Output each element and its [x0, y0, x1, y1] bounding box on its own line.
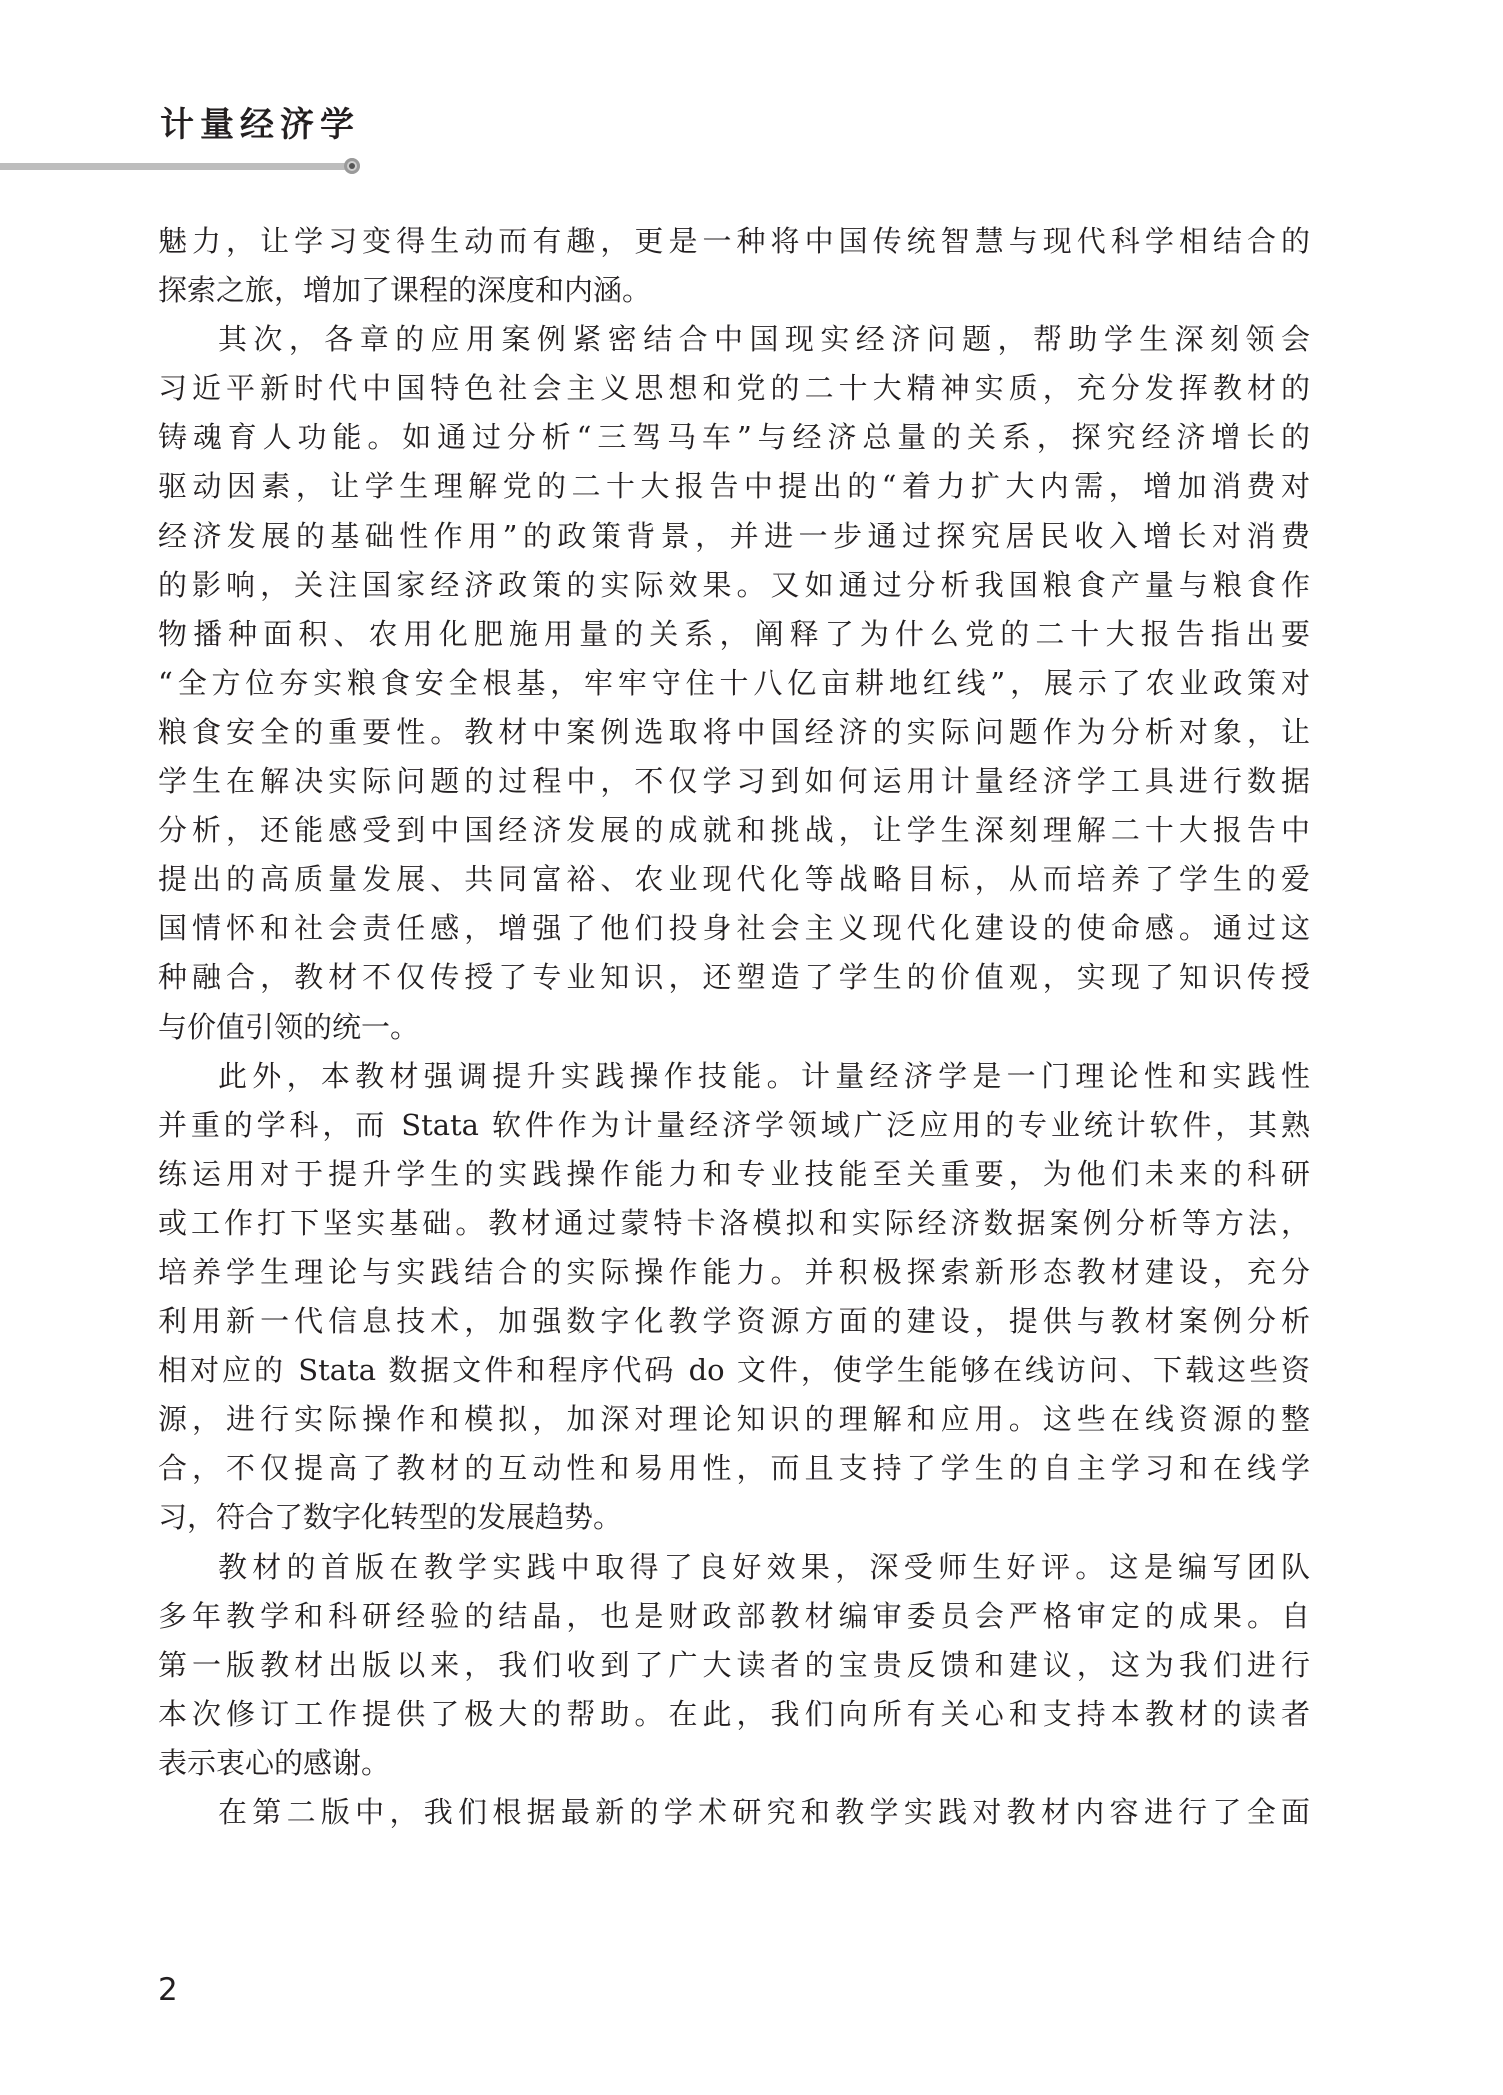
- text-line: 源，进行实际操作和模拟，加深对理论知识的理解和应用。这些在线资源的整: [158, 1402, 1310, 1437]
- text-line: 习近平新时代中国特色社会主义思想和党的二十大精神实质，充分发挥教材的: [158, 371, 1310, 406]
- running-head-title: 计量经济学: [160, 105, 360, 145]
- text-line: 分析，还能感受到中国经济发展的成就和挑战，让学生深刻理解二十大报告中: [158, 813, 1310, 848]
- text-line: 利用新一代信息技术，加强数字化教学资源方面的建设，提供与教材案例分析: [158, 1304, 1310, 1339]
- text-line: 并重的学科，而 Stata 软件作为计量经济学领域广泛应用的专业统计软件，其熟: [158, 1107, 1310, 1142]
- text-line: 提出的高质量发展、共同富裕、农业现代化等战略目标，从而培养了学生的爱: [158, 862, 1310, 897]
- text-line: 在第二版中，我们根据最新的学术研究和教学实践对教材内容进行了全面: [218, 1795, 1310, 1829]
- text-line: 的影响，关注国家经济政策的实际效果。又如通过分析我国粮食产量与粮食作: [158, 567, 1310, 602]
- text-line: 表示衷心的感谢。: [158, 1745, 391, 1780]
- text-line: 此外，本教材强调提升实践操作技能。计量经济学是一门理论性和实践性: [218, 1058, 1310, 1093]
- text-line: 教材的首版在教学实践中取得了良好效果，深受师生好评。这是编写团队: [218, 1549, 1310, 1584]
- text-line: 多年教学和科研经验的结晶，也是财政部教材编审委员会严格审定的成果。自: [158, 1598, 1310, 1633]
- text-line: 驱动因素，让学生理解党的二十大报告中提出的“着力扩大内需，增加消费对: [158, 469, 1310, 504]
- text-line: 合，不仅提高了教材的互动性和易用性，而且支持了学生的自主学习和在线学: [158, 1451, 1310, 1486]
- text-line: “全方位夯实粮食安全根基，牢牢守住十八亿亩耕地红线”，展示了农业政策对: [158, 665, 1310, 700]
- text-line: 魅力，让学习变得生动而有趣，更是一种将中国传统智慧与现代科学相结合的: [158, 224, 1310, 258]
- text-line: 或工作打下坚实基础。教材通过蒙特卡洛模拟和实际经济数据案例分析等方法，: [158, 1205, 1310, 1240]
- text-line: 本次修订工作提供了极大的帮助。在此，我们向所有关心和支持本教材的读者: [158, 1696, 1310, 1731]
- text-line: 探索之旅，增加了课程的深度和内涵。: [158, 273, 652, 308]
- text-line: 物播种面积、农用化肥施用量的关系，阐释了为什么党的二十大报告指出要: [158, 616, 1310, 651]
- text-line: 培养学生理论与实践结合的实际操作能力。并积极探索新形态教材建设，充分: [158, 1254, 1310, 1289]
- text-line: 种融合，教材不仅传授了专业知识，还塑造了学生的价值观，实现了知识传授: [158, 960, 1310, 995]
- text-line: 学生在解决实际问题的过程中，不仅学习到如何运用计量经济学工具进行数据: [158, 764, 1310, 799]
- page-number: 2: [158, 1972, 178, 2008]
- text-line: 与价值引领的统一。: [158, 1009, 420, 1044]
- text-line: 其次，各章的应用案例紧密结合中国现实经济问题，帮助学生深刻领会: [218, 322, 1310, 357]
- header-rule: [0, 163, 350, 170]
- text-line: 第一版教材出版以来，我们收到了广大读者的宝贵反馈和建议，这为我们进行: [158, 1647, 1310, 1682]
- text-line: 练运用对于提升学生的实践操作能力和专业技能至关重要，为他们未来的科研: [158, 1156, 1310, 1191]
- text-line: 相对应的 Stata 数据文件和程序代码 do 文件，使学生能够在线访问、下载这些资: [158, 1353, 1310, 1388]
- text-line: 习，符合了数字化转型的发展趋势。: [158, 1500, 623, 1535]
- text-line: 粮食安全的重要性。教材中案例选取将中国经济的实际问题作为分析对象，让: [158, 714, 1310, 749]
- text-line: 国情怀和社会责任感，增强了他们投身社会主义现代化建设的使命感。通过这: [158, 911, 1310, 946]
- body-text: [158, 217, 1310, 1837]
- header-rule-end-dot: [349, 163, 355, 169]
- text-line: 经济发展的基础性作用”的政策背景，并进一步通过探究居民收入增长对消费: [158, 518, 1310, 553]
- text-line: 铸魂育人功能。如通过分析“三驾马车”与经济总量的关系，探究经济增长的: [158, 420, 1310, 455]
